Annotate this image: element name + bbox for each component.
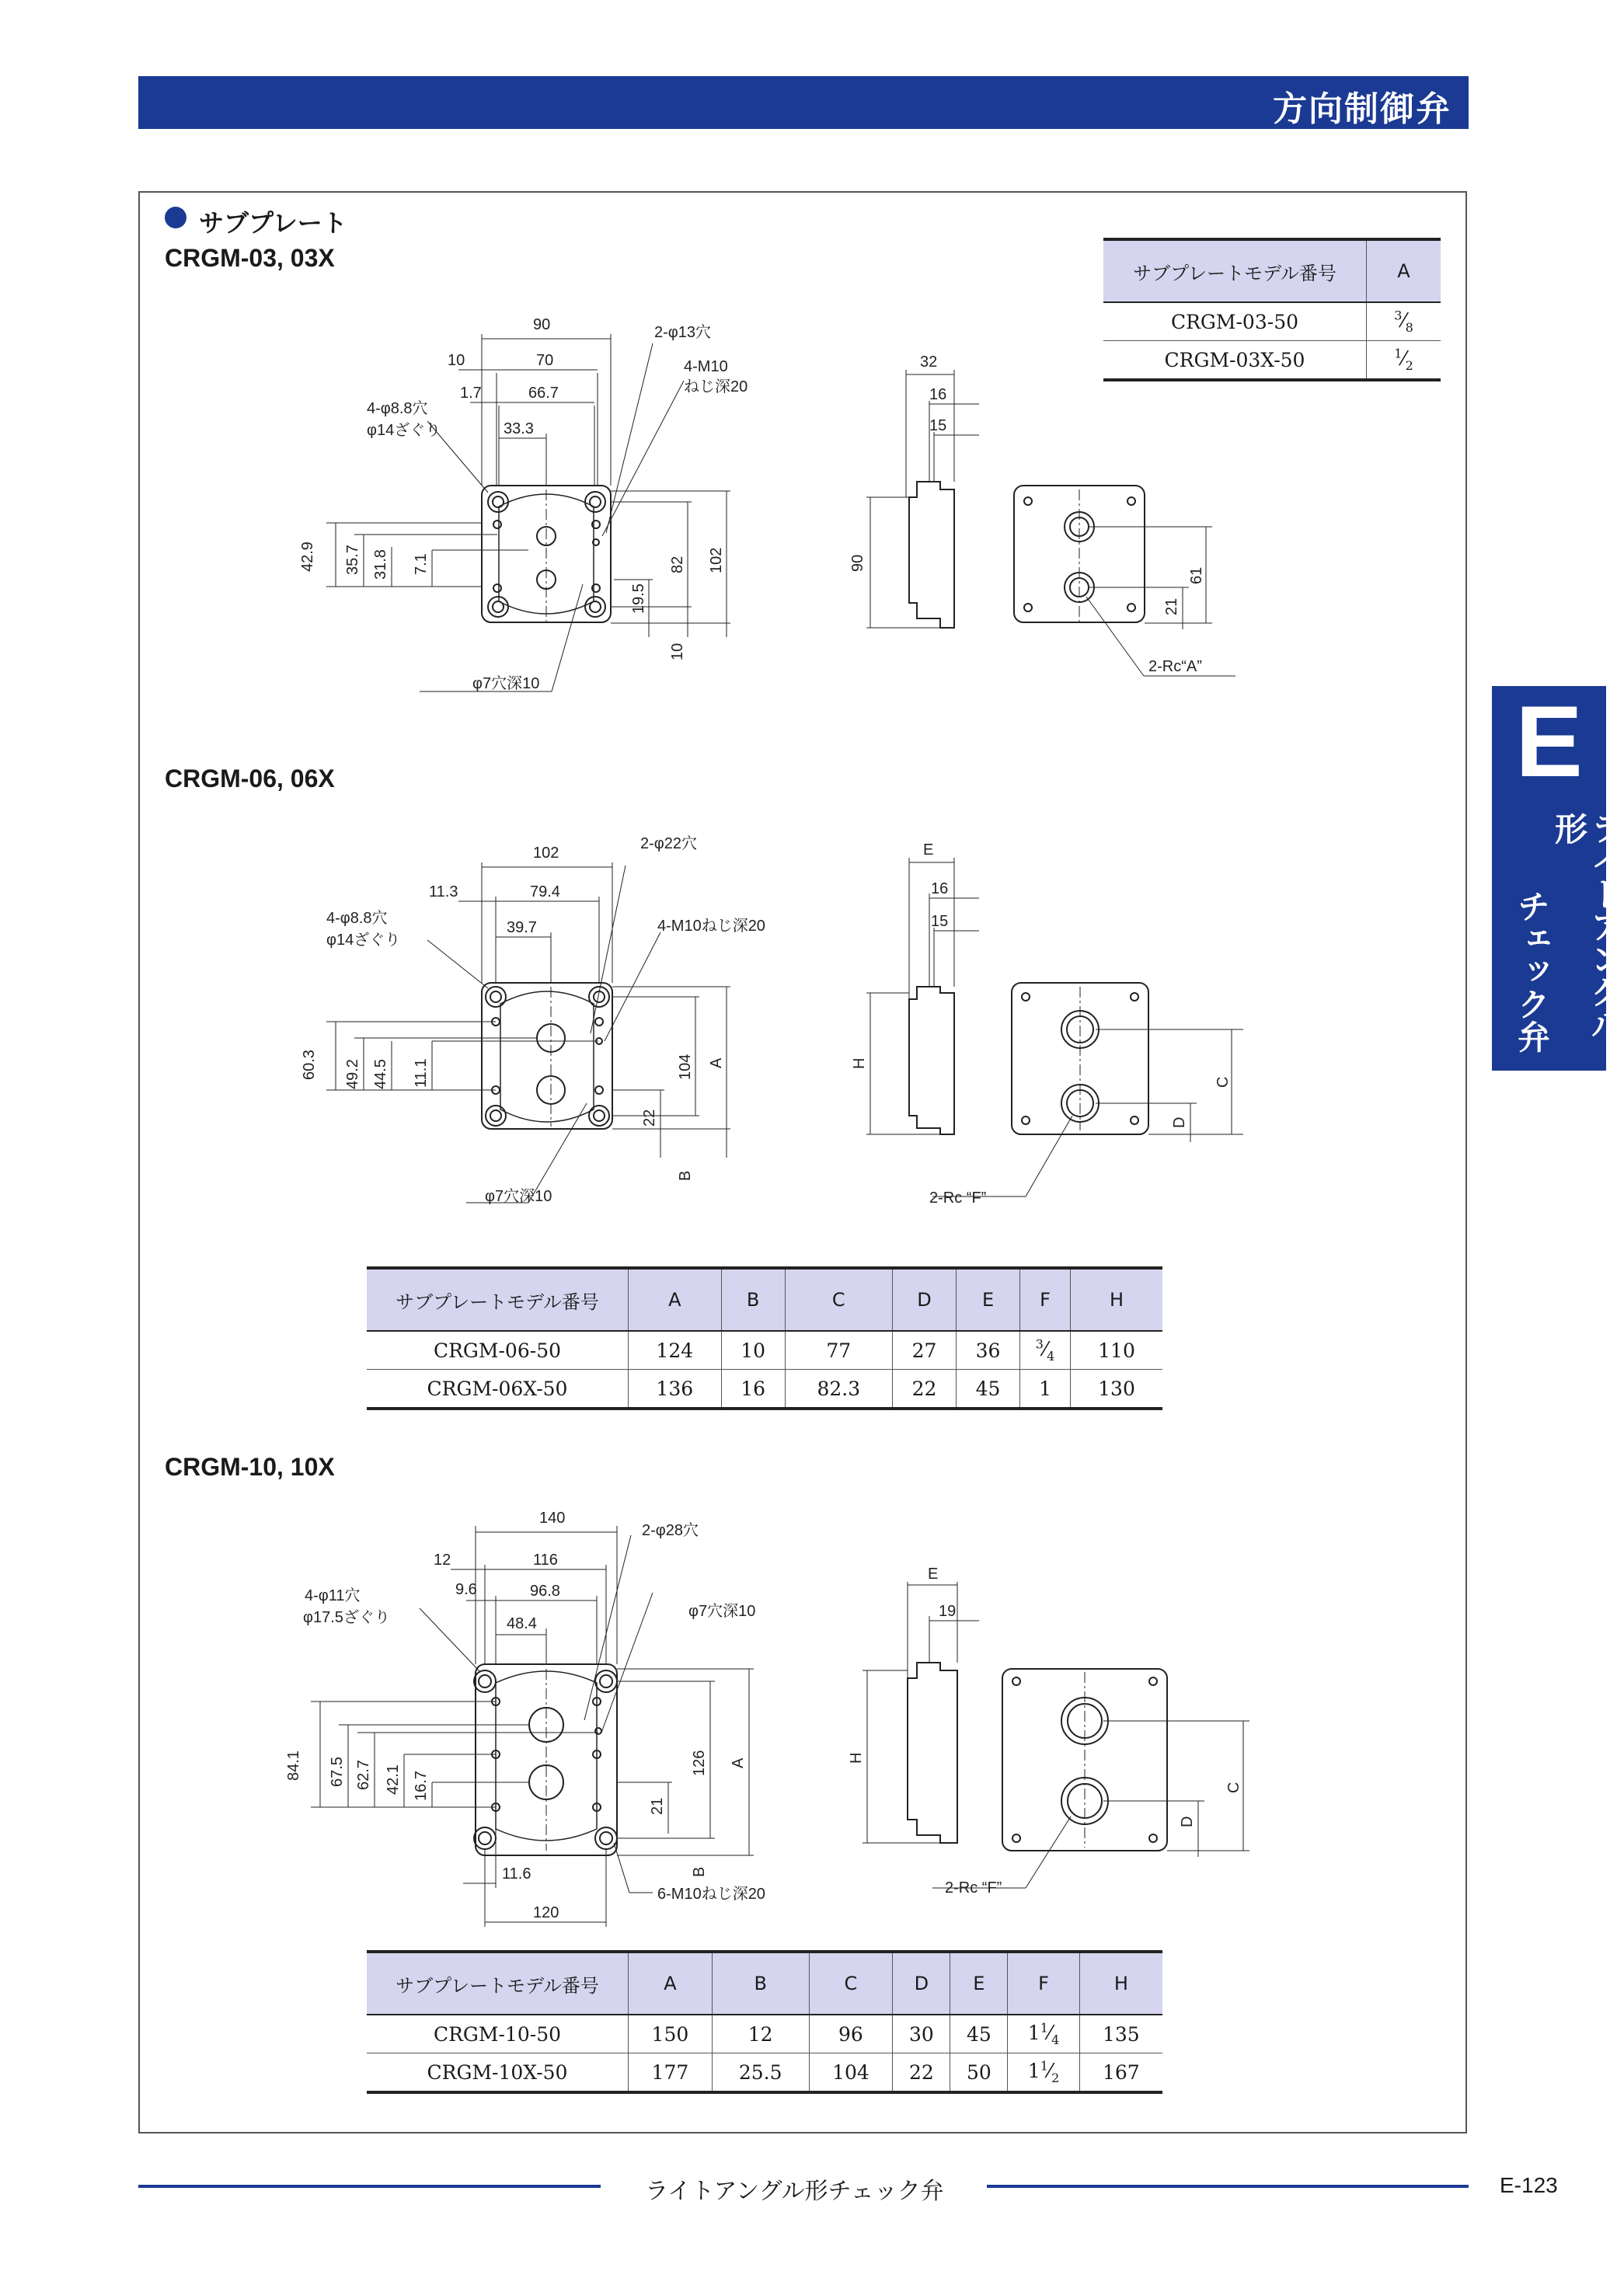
model-cell: CRGM-10-50 [367,2015,629,2053]
value-cell: 16 [721,1370,785,1409]
dim-label: 11.1 [413,1058,430,1088]
dim-label: 62.7 [355,1760,372,1790]
dim-label: ねじ深20 [684,378,748,395]
side-tab-line2: チェック弁 [1513,890,1551,1053]
dim-label: 140 [539,1510,566,1527]
model-cell: CRGM-06-50 [367,1331,629,1370]
dim-label: 42.9 [299,542,316,572]
dim-label: 15 [931,913,949,930]
dim-label: 48.4 [507,1615,537,1632]
dim-label: 70 [536,352,554,369]
dim-label: φ7穴深10 [485,1188,552,1205]
dim-label: H [851,1057,868,1069]
value-cell: 25.5 [712,2053,809,2093]
dim-label: 15 [929,417,947,434]
model-cell: CRGM-10X-50 [367,2053,629,2093]
dim-label: D [1179,1816,1196,1827]
value-cell: 82.3 [785,1370,892,1409]
dim-label: 21 [1163,597,1180,615]
dim-label: 12 [434,1552,451,1569]
model-cell: CRGM-06X-50 [367,1370,629,1409]
value-cell: 1 [1020,1370,1071,1409]
value-cell: 22 [893,2053,950,2093]
col-header: H [1071,1268,1162,1331]
dim-label: 102 [533,845,559,862]
dim-label: A [730,1757,747,1768]
dim-label: 4-φ11穴 [305,1587,361,1604]
dim-label: φ14ざぐり [326,932,401,949]
drawing-03 [295,303,1274,723]
dim-label: 39.7 [507,919,537,936]
dim-label: φ7穴深10 [472,675,540,692]
dim-label: 9.6 [455,1581,477,1598]
footer-rule-left [138,2185,601,2188]
dim-label: 66.7 [528,385,559,402]
value-cell: 96 [809,2015,893,2053]
dim-label: 7.1 [413,553,430,575]
value-cell: $^1⁄_2$ [1367,341,1441,381]
header-banner [138,76,1469,129]
page-number: E-123 [1500,2173,1558,2197]
value-cell: 167 [1079,2053,1162,2093]
col-header: サブプレートモデル番号 [367,1268,629,1331]
value-cell: 45 [950,2015,1008,2053]
value-cell: 50 [950,2053,1008,2093]
col-header: サブプレートモデル番号 [367,1952,629,2015]
dim-label: E [928,1566,939,1583]
value-cell: 12 [712,2015,809,2053]
dim-label: 67.5 [329,1757,346,1787]
table-header-row [367,1952,1162,2015]
col-header: E [957,1268,1020,1331]
value-cell: 104 [809,2053,893,2093]
col-header: A [629,1952,713,2015]
value-cell: $1^1⁄_2$ [1008,2053,1079,2093]
value-cell: 130 [1071,1370,1162,1409]
dim-label: φ17.5ざぐり [303,1609,390,1626]
dim-label: A [708,1057,725,1068]
dim-label: 42.1 [385,1764,402,1795]
dim-label: 126 [691,1750,708,1776]
value-cell: $^3⁄_8$ [1367,302,1441,341]
dim-label: E [923,841,934,859]
table-header-row [367,1268,1162,1331]
dim-label: 84.1 [285,1750,302,1781]
value-cell: 135 [1079,2015,1162,2053]
col-header: D [893,1952,950,2015]
dim-label: 6-M10ねじ深20 [657,1886,765,1903]
dim-label: 4-M10 [684,358,728,375]
dim-label: 31.8 [372,549,389,580]
spec-table-06 [367,1266,1162,1410]
table-header-row [1103,239,1441,302]
dim-label: 44.5 [372,1059,389,1089]
dim-label: 104 [677,1054,694,1080]
dim-label: φ7穴深10 [688,1603,756,1620]
dim-label: φ14ざぐり [367,422,441,439]
section-side-tab [1492,684,1624,1071]
side-tab-line1: ライトアングル形 [1550,812,1624,1040]
footer-title: ライトアングル形チェック弁 [645,2178,944,2205]
dim-label: 2-Rc “F” [945,1879,1002,1897]
value-cell: 30 [893,2015,950,2053]
value-cell: 36 [957,1331,1020,1370]
col-header: E [950,1952,1008,2015]
table-row [367,1370,1162,1409]
dim-label: 102 [708,547,725,573]
value-cell: $1^1⁄_4$ [1008,2015,1079,2053]
col-header: F [1020,1268,1071,1331]
col-header: A [1367,239,1441,302]
footer-rule-right [987,2185,1469,2188]
dim-label: 35.7 [344,545,361,575]
category-title: 方向制御弁 [1273,89,1451,129]
dim-label: 60.3 [301,1050,318,1080]
dim-label: 2-Rc “F” [929,1189,987,1207]
col-header: H [1079,1952,1162,2015]
value-cell: 77 [785,1331,892,1370]
value-cell: 150 [629,2015,713,2053]
col-header: D [892,1268,956,1331]
value-cell: 177 [629,2053,713,2093]
model-title-06: CRGM-06, 06X [165,765,335,792]
model-cell: CRGM-03-50 [1103,302,1367,341]
dim-label: C [1225,1782,1242,1793]
dim-label: B [691,1866,708,1877]
dim-label: 90 [533,316,551,333]
model-cell: CRGM-03X-50 [1103,341,1367,381]
dim-label: 4-φ8.8穴 [326,910,388,927]
dim-label: 16 [931,880,949,897]
value-cell: 124 [629,1331,722,1370]
value-cell: 22 [892,1370,956,1409]
value-cell: 136 [629,1370,722,1409]
table-row [367,2015,1162,2053]
dim-label: 11.3 [429,883,458,900]
dim-label: H [848,1752,865,1764]
dim-label: 1.7 [460,385,482,402]
value-cell: 27 [892,1331,956,1370]
dim-label: 16 [929,386,947,403]
drawing-10 [280,1492,1274,1935]
col-header: B [712,1952,809,2015]
dim-label: 2-Rc“A” [1148,658,1202,675]
col-header: B [721,1268,785,1331]
dim-label: 4-M10ねじ深20 [657,918,765,935]
dim-label: 79.4 [530,883,560,900]
col-header: C [785,1268,892,1331]
col-header: A [629,1268,722,1331]
col-header: F [1008,1952,1079,2015]
drawing-06 [295,831,1274,1235]
col-header: サブプレートモデル番号 [1103,239,1367,302]
dim-label: 96.8 [530,1583,560,1600]
value-cell: 10 [721,1331,785,1370]
dim-label: 33.3 [504,420,534,437]
value-cell: 110 [1071,1331,1162,1370]
dim-label: 82 [669,556,686,573]
dim-label: 22 [641,1109,658,1127]
dim-label: 11.6 [502,1865,531,1883]
dim-label: 2-φ28穴 [642,1522,699,1539]
model-title-10: CRGM-10, 10X [165,1453,335,1481]
table-row [367,1331,1162,1370]
col-header: C [809,1952,893,2015]
value-cell: 45 [957,1370,1020,1409]
dim-label: 4-φ8.8穴 [367,400,428,417]
dim-label: 16.7 [413,1771,430,1801]
dim-label: 32 [920,354,938,371]
section-title: サブプレート [199,209,347,237]
dim-label: 49.2 [344,1059,361,1089]
dim-label: D [1171,1116,1188,1128]
dim-label: 2-φ22穴 [640,835,697,852]
dim-label: B [677,1170,694,1181]
dim-label: 19 [939,1603,957,1620]
value-cell: $^3⁄_4$ [1020,1331,1071,1370]
dim-label: 19.5 [630,583,647,614]
dim-label: 21 [649,1797,666,1815]
model-title-03: CRGM-03, 03X [165,244,335,272]
dim-label: C [1215,1076,1232,1088]
dim-label: 10 [448,352,465,369]
dim-label: 2-φ13穴 [654,324,711,341]
dim-label: 116 [533,1552,558,1569]
bullet-icon [165,207,186,228]
dim-label: 61 [1188,566,1205,584]
table-row [367,2053,1162,2093]
dim-label: 120 [533,1904,559,1921]
dim-label: 90 [849,554,866,572]
spec-table-10 [367,1950,1162,2094]
dim-label: 10 [669,643,686,660]
section-letter: E [1515,684,1583,798]
